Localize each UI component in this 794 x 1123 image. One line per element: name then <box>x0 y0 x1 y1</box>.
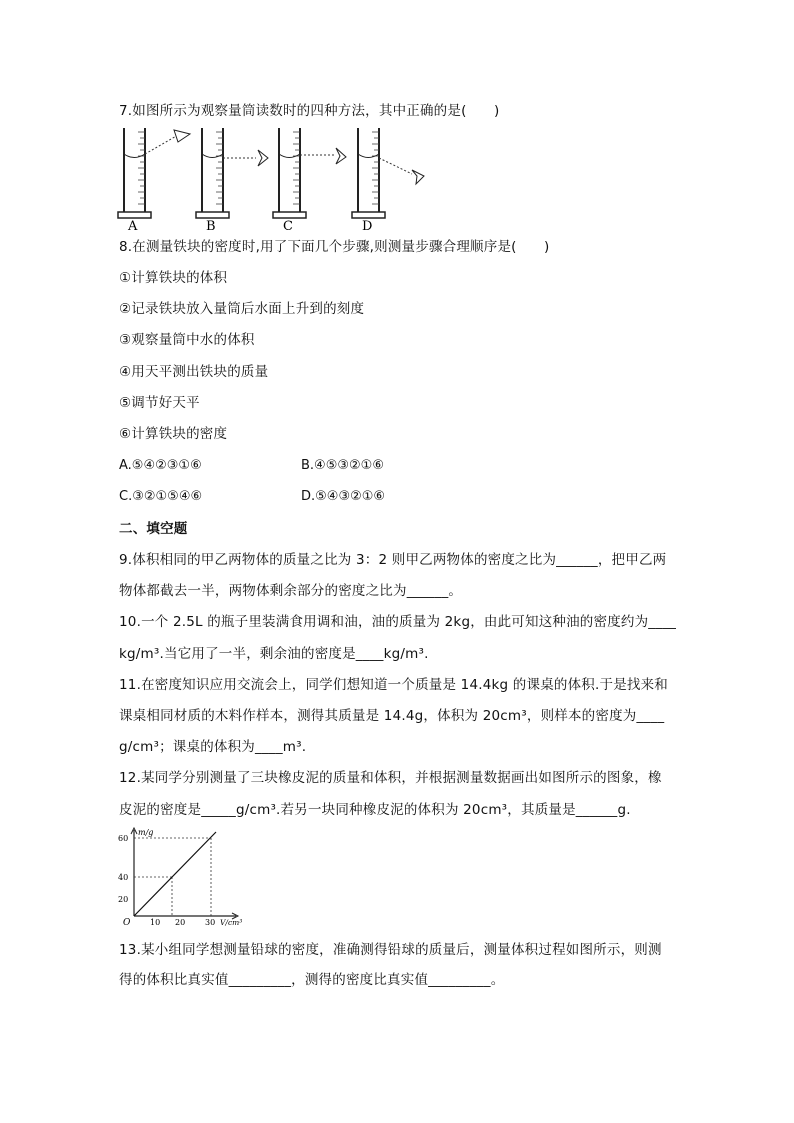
origin-label: O <box>123 918 131 928</box>
x-tick-20: 20 <box>175 918 186 927</box>
y-tick-20: 20 <box>118 895 129 904</box>
question-11-line-3: g/cm³；课桌的体积为____m³. <box>119 739 307 755</box>
question-10-line-1: 10.一个 2.5L 的瓶子里装满食用调和油，油的质量为 2kg，由此可知这种油的密度约为____ <box>119 614 677 630</box>
step-4: ④用天平测出铁块的质量 <box>119 364 269 380</box>
cylinder-c <box>273 128 346 234</box>
x-tick-10: 10 <box>150 918 161 927</box>
cylinder-figure <box>112 124 442 234</box>
x-axis-label: V/cm³ <box>220 918 243 927</box>
eye-icon <box>258 150 268 166</box>
question-12-line-1: 12.某同学分别测量了三块橡皮泥的质量和体积，并根据测量数据画出如图所示的图象，橡 <box>119 770 662 786</box>
option-b[interactable]: B.④⑤③②①⑥ <box>301 458 384 473</box>
eye-icon <box>174 130 190 142</box>
label-b: B <box>206 219 216 234</box>
question-11-line-1: 11.在密度知识应用交流会上，同学们想知道一个质量是 14.4kg 的课桌的体积.于是找来和 <box>119 677 668 693</box>
x-tick-30: 30 <box>205 918 216 927</box>
eye-icon <box>336 148 346 164</box>
question-11-line-2: 课桌相同材质的木料作样本，测得其质量是 14.4g，体积为 20cm³，则样本的密度为____ <box>119 708 665 724</box>
question-13-line-2: 得的体积比真实值_________，测得的密度比真实值_________。 <box>119 972 505 988</box>
question-13-line-1: 13.某小组同学想测量铅球的密度，准确测得铅球的质量后，测量体积过程如图所示，则测 <box>119 942 662 958</box>
question-10-line-2: kg/m³.当它用了一半，剩余油的密度是____kg/m³. <box>119 646 429 662</box>
step-6: ⑥计算铁块的密度 <box>119 426 228 442</box>
data-line <box>134 832 216 916</box>
option-a[interactable]: A.⑤④②③①⑥ <box>119 458 202 473</box>
option-c[interactable]: C.③②①⑤④⑥ <box>119 489 203 504</box>
cylinder-a <box>118 128 190 234</box>
step-3: ③观察量筒中水的体积 <box>119 332 255 348</box>
y-tick-40: 40 <box>118 873 129 882</box>
question-12-line-2: 皮泥的密度是_____g/cm³.若另一块同种橡皮泥的体积为 20cm³，其质量是______g. <box>119 802 631 818</box>
step-2: ②记录铁块放入量筒后水面上升到的刻度 <box>119 301 365 317</box>
label-a: A <box>128 219 138 234</box>
y-axis-label: m/g <box>138 828 154 837</box>
eye-icon <box>412 170 424 184</box>
question-8-text: 8.在测量铁块的密度时,用了下面几个步骤,则测量步骤合理顺序是( ) <box>119 239 550 255</box>
mass-volume-graph <box>116 826 256 928</box>
step-1: ①计算铁块的体积 <box>119 270 228 286</box>
question-7-text: 7.如图所示为观察量筒读数时的四种方法，其中正确的是( ) <box>119 103 500 119</box>
option-d[interactable]: D.⑤④③②①⑥ <box>301 489 386 504</box>
y-tick-60: 60 <box>118 834 129 843</box>
question-9-line-1: 9.体积相同的甲乙两物体的质量之比为 3：2 则甲乙两物体的密度之比为______，把甲乙两 <box>119 552 667 568</box>
label-d: D <box>362 219 373 234</box>
label-c: C <box>283 219 293 234</box>
question-9-line-2: 物体都截去一半，两物体剩余部分的密度之比为______。 <box>119 583 463 599</box>
section-heading: 二、填空题 <box>119 521 188 537</box>
step-5: ⑤调节好天平 <box>119 395 200 411</box>
cylinder-b <box>196 128 268 234</box>
cylinder-d <box>352 128 424 234</box>
